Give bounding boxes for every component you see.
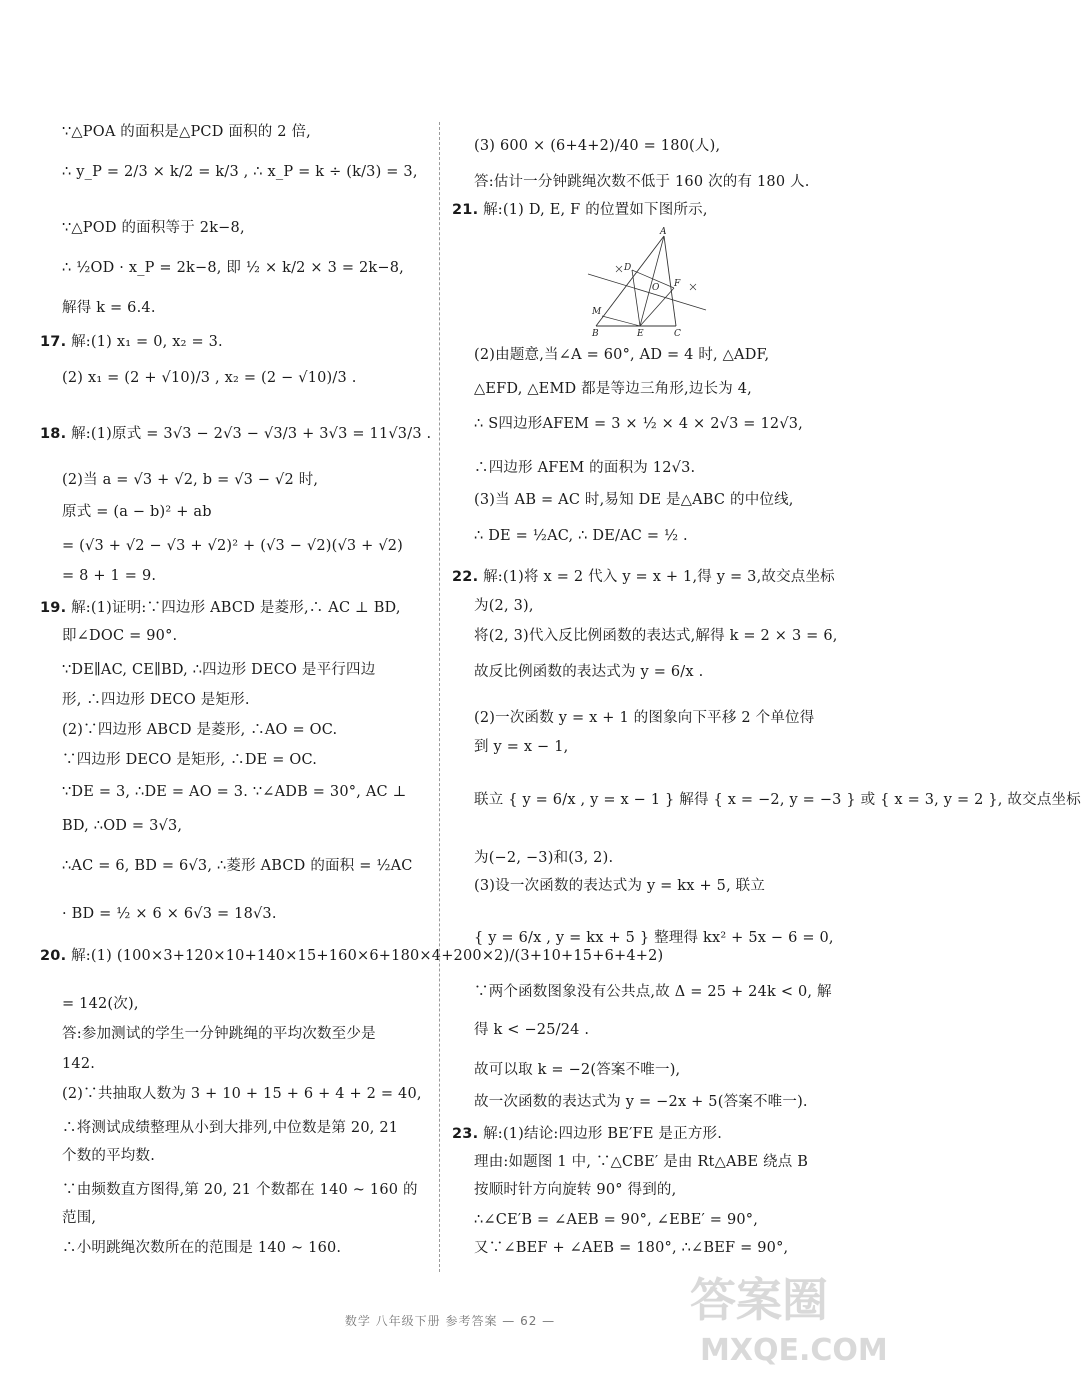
text-line: 答:参加测试的学生一分钟跳绳的平均次数至少是: [62, 1026, 376, 1042]
question-number: 18.: [40, 426, 67, 442]
label-D: D: [624, 263, 632, 273]
line-text: 解:(1) x₁ = 0, x₂ = 3.: [71, 334, 223, 350]
text-line: (2)一次函数 y = x + 1 的图象向下平移 2 个单位得: [474, 710, 815, 726]
label-M: M: [592, 307, 602, 317]
text-line: ∴四边形 AFEM 的面积为 12√3.: [474, 460, 696, 476]
line-text: 解:(1)证明:∵四边形 ABCD 是菱形,∴ AC ⊥ BD,: [71, 600, 401, 616]
text-line: 即∠DOC = 90°.: [62, 628, 178, 644]
column-divider: [439, 122, 440, 1272]
text-line: ∴∠CE′B = ∠AEB = 90°, ∠EBE′ = 90°,: [474, 1212, 759, 1228]
text-line: ∵由频数直方图得,第 20, 21 个数都在 140 ~ 160 的: [62, 1182, 418, 1198]
text-line: 范围,: [62, 1210, 97, 1226]
question-number: 20.: [40, 948, 67, 964]
text-line: 解得 k = 6.4.: [62, 300, 156, 316]
text-line: BD, ∴OD = 3√3,: [62, 818, 183, 834]
text-line: (3)当 AB = AC 时,易知 DE 是△ABC 的中位线,: [474, 492, 794, 508]
line-text: 解:(1) (100×3+120×10+140×15+160×6+180×4+200×2)/(3+10+15+6+4+2): [71, 948, 664, 964]
text-line: 为(2, 3),: [474, 598, 534, 614]
label-F: F: [674, 279, 681, 289]
text-line: ∴ ½OD · x_P = 2k−8, 即 ½ × k/2 × 3 = 2k−8,: [62, 260, 404, 276]
text-line: 142.: [62, 1056, 96, 1072]
text-line: 答:估计一分钟跳绳次数不低于 160 次的有 180 人.: [474, 174, 810, 190]
line-text: 解:(1)将 x = 2 代入 y = x + 1,得 y = 3,故交点坐标: [483, 569, 835, 585]
text-line: [452, 200, 708, 220]
text-line: (2)∵共抽取人数为 3 + 10 + 15 + 6 + 4 + 2 = 40,: [62, 1086, 422, 1102]
text-line: 到 y = x − 1,: [474, 739, 569, 755]
label-B: B: [592, 329, 599, 339]
text-line: (3)设一次函数的表达式为 y = kx + 5, 联立: [474, 878, 766, 894]
label-E: E: [637, 329, 644, 339]
text-line: 形, ∴四边形 DECO 是矩形.: [62, 692, 250, 708]
text-line: ∴小明跳绳次数所在的范围是 140 ~ 160.: [62, 1240, 342, 1256]
text-line: = 142(次),: [62, 996, 139, 1012]
watermark-logo: [682, 1252, 888, 1372]
text-line: 原式 = (a − b)² + ab: [62, 504, 212, 520]
text-line: ∴ S四边形AFEM = 3 × ½ × 4 × 2√3 = 12√3,: [474, 416, 803, 432]
text-line: ∴ y_P = 2/3 × k/2 = k/3 , ∴ x_P = k ÷ (k/3) = 3,: [62, 164, 418, 180]
text-line: △EFD, △EMD 都是等边三角形,边长为 4,: [474, 381, 752, 397]
geometry-figure: [588, 228, 706, 338]
text-line: (2)由题意,当∠A = 60°, AD = 4 时, △ADF,: [474, 347, 770, 363]
text-line: [40, 598, 401, 618]
text-line: [40, 332, 223, 352]
text-line: 故一次函数的表达式为 y = −2x + 5(答案不唯一).: [474, 1094, 808, 1110]
text-line: 为(−2, −3)和(3, 2).: [474, 850, 614, 866]
text-line: (2) x₁ = (2 + √10)/3 , x₂ = (2 − √10)/3 .: [62, 370, 357, 386]
text-line: ∵△POA 的面积是△PCD 面积的 2 倍,: [62, 124, 311, 140]
text-line: 又∵∠BEF + ∠AEB = 180°, ∴∠BEF = 90°,: [474, 1240, 789, 1256]
text-line: ∵DE = 3, ∴DE = AO = 3. ∵∠ADB = 30°, AC ⊥: [62, 784, 407, 800]
label-C: C: [674, 329, 681, 339]
question-number: 19.: [40, 600, 67, 616]
line-text: 解:(1)原式 = 3√3 − 2√3 − √3/3 + 3√3 = 11√3/3 .: [71, 426, 432, 442]
label-A: A: [660, 227, 667, 237]
text-line: 故反比例函数的表达式为 y = 6/x .: [474, 664, 704, 680]
text-line: { y = 6/x , y = kx + 5 } 整理得 kx² + 5x − 6 = 0,: [474, 930, 834, 946]
text-line: (2)∵四边形 ABCD 是菱形, ∴AO = OC.: [62, 722, 338, 738]
text-line: · BD = ½ × 6 × 6√3 = 18√3.: [62, 906, 277, 922]
question-number: 21.: [452, 202, 479, 218]
line-text: 解:(1)结论:四边形 BE′FE 是正方形.: [483, 1126, 723, 1142]
text-line: ∴ DE = ½AC, ∴ DE/AC = ½ .: [474, 528, 688, 544]
text-line: ∵△POD 的面积等于 2k−8,: [62, 220, 245, 236]
page-footer: 数学 八年级下册 参考答案 — 62 —: [344, 1314, 556, 1328]
text-line: 故可以取 k = −2(答案不唯一),: [474, 1062, 681, 1078]
text-line: [452, 1124, 722, 1144]
text-line: 将(2, 3)代入反比例函数的表达式,解得 k = 2 × 3 = 6,: [474, 628, 838, 644]
text-line: [40, 946, 663, 966]
watermark-line1: 答案圈: [690, 1273, 828, 1327]
text-line: ∴AC = 6, BD = 6√3, ∴菱形 ABCD 的面积 = ½AC: [62, 858, 413, 874]
text-line: 个数的平均数.: [62, 1148, 156, 1164]
text-line: ∵两个函数图象没有公共点,故 Δ = 25 + 24k < 0, 解: [474, 984, 832, 1000]
text-line: [452, 567, 835, 587]
text-line: [40, 424, 431, 444]
text-line: 联立 { y = 6/x , y = x − 1 } 解得 { x = −2, y = −3 } 或 { x = 3, y = 2 }, 故交点坐标: [474, 792, 1081, 808]
question-number: 17.: [40, 334, 67, 350]
question-number: 23.: [452, 1126, 479, 1142]
text-line: ∵四边形 DECO 是矩形, ∴DE = OC.: [62, 752, 318, 768]
text-line: 得 k < −25/24 .: [474, 1022, 590, 1038]
text-line: 按顺时针方向旋转 90° 得到的,: [474, 1182, 677, 1198]
text-line: = 8 + 1 = 9.: [62, 568, 157, 584]
text-line: (3) 600 × (6+4+2)/40 = 180(人),: [474, 138, 721, 154]
text-line: ∴将测试成绩整理从小到大排列,中位数是第 20, 21: [62, 1120, 399, 1136]
question-number: 22.: [452, 569, 479, 585]
label-O: O: [652, 283, 660, 293]
text-line: (2)当 a = √3 + √2, b = √3 − √2 时,: [62, 472, 319, 488]
text-line: ∵DE∥AC, CE∥BD, ∴四边形 DECO 是平行四边: [62, 662, 376, 678]
line-text: 解:(1) D, E, F 的位置如下图所示,: [483, 202, 708, 218]
text-line: = (√3 + √2 − √3 + √2)² + (√3 − √2)(√3 + √2): [62, 538, 404, 554]
text-line: 理由:如题图 1 中, ∵△CBE′ 是由 Rt△ABE 绕点 B: [474, 1154, 809, 1170]
watermark-line2: MXQE.COM: [700, 1333, 888, 1368]
